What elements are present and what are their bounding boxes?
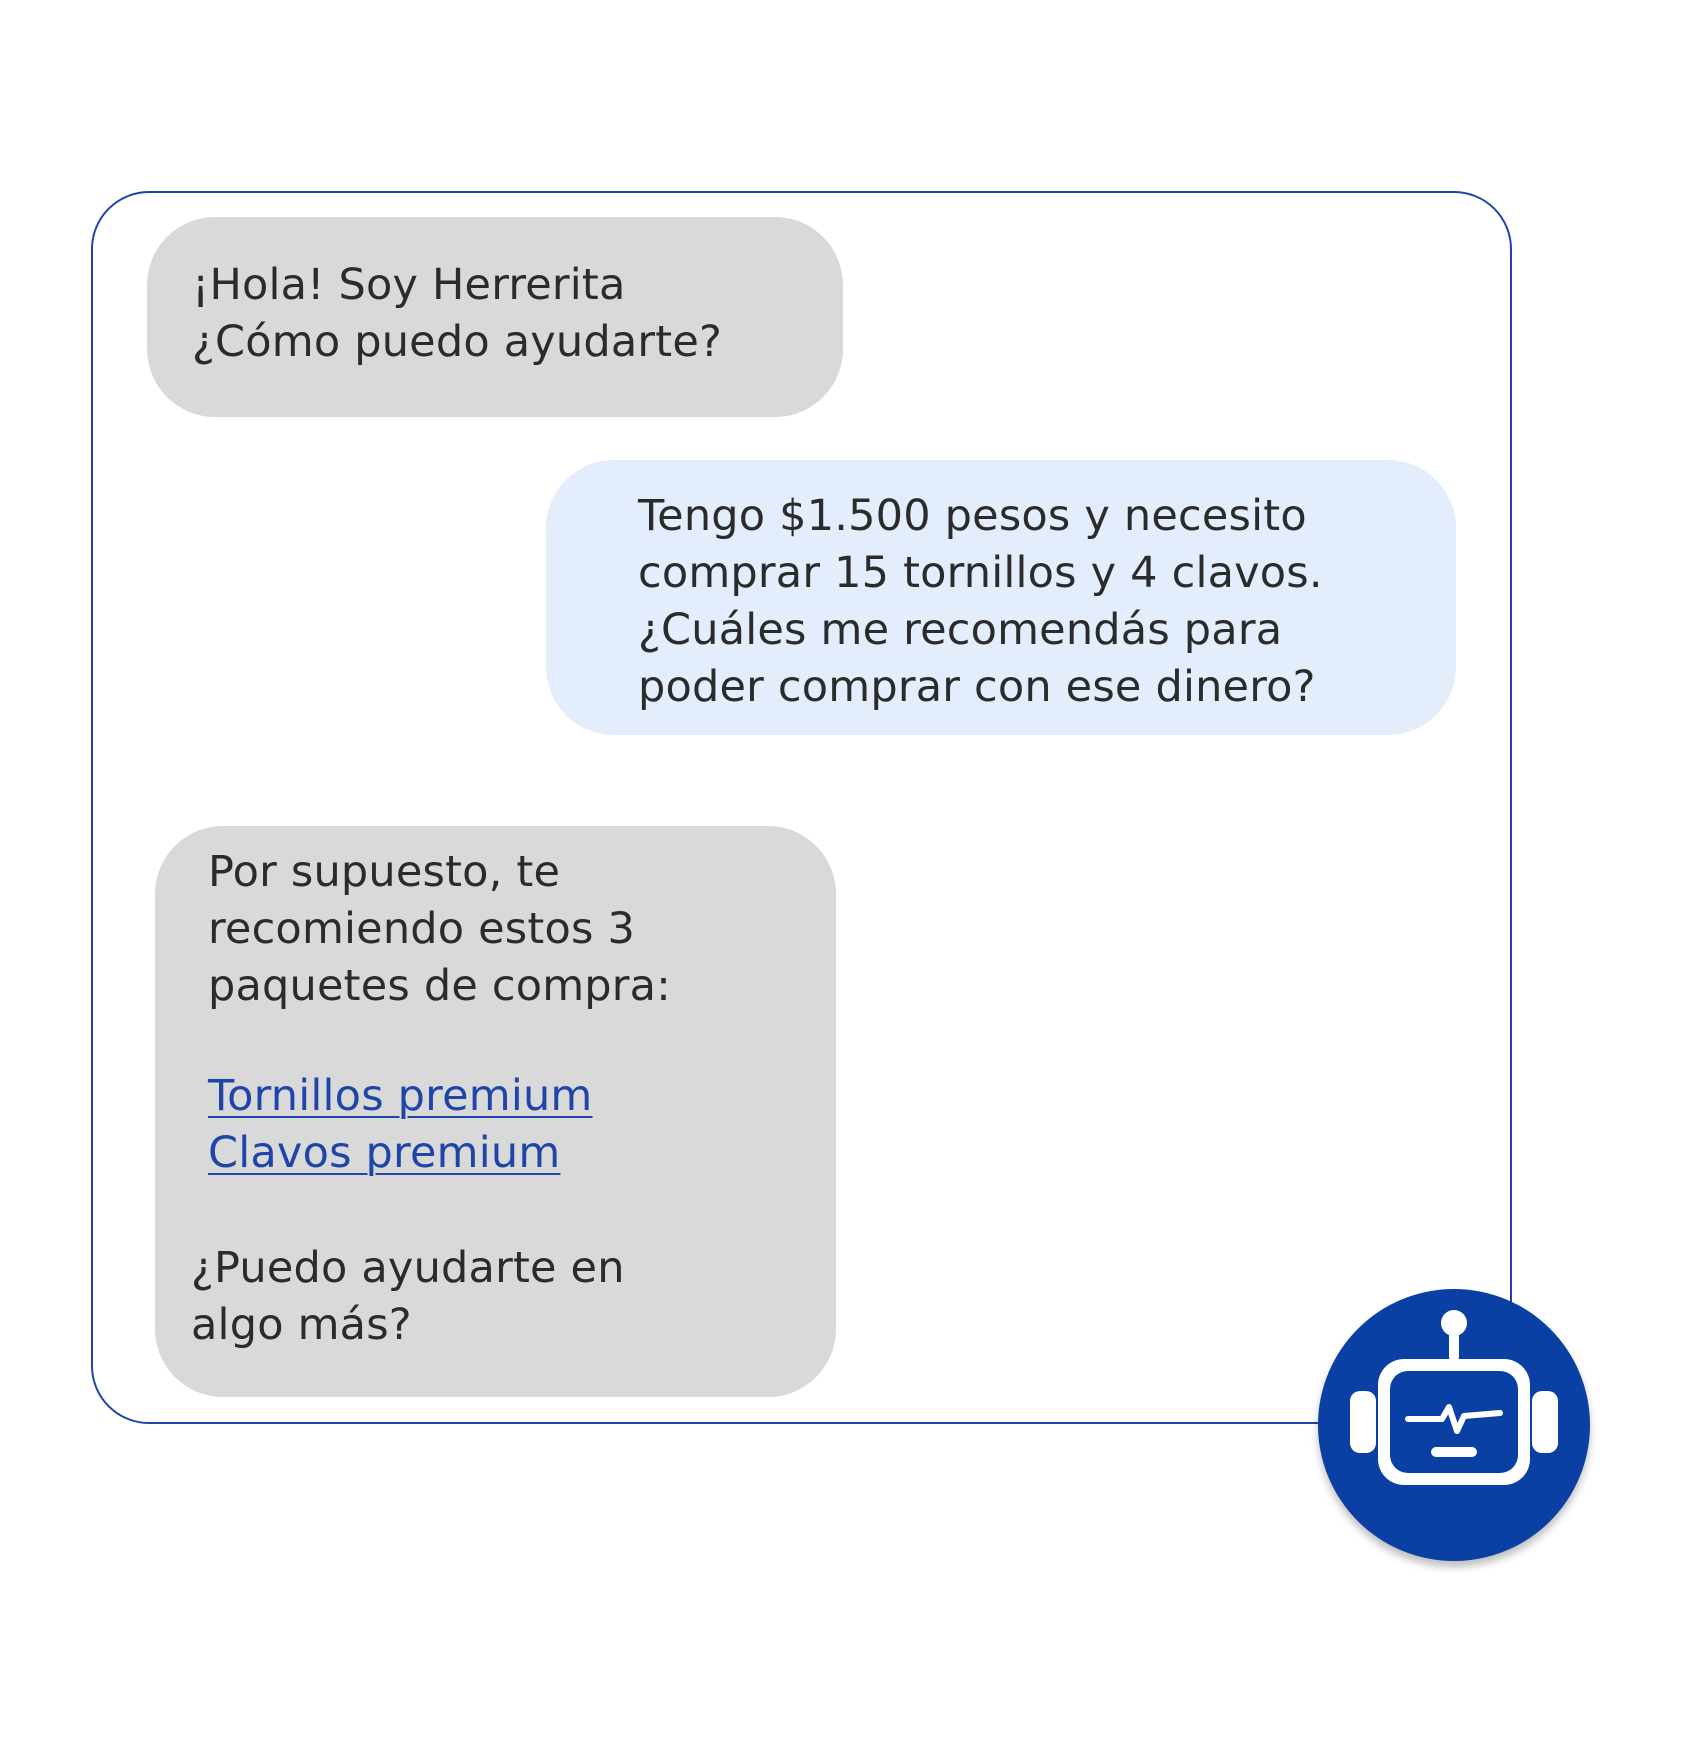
bot-message-recommendation bbox=[155, 826, 836, 1397]
message-line: comprar 15 tornillos y 4 clavos. bbox=[638, 548, 1323, 598]
message-line: recomiendo estos 3 bbox=[208, 904, 636, 954]
message-line: Tengo $1.500 pesos y necesito bbox=[638, 491, 1307, 541]
link-tornillos-premium[interactable]: Tornillos premium bbox=[208, 1071, 593, 1121]
message-line: ¿Cómo puedo ayudarte? bbox=[192, 317, 723, 367]
message-line: ¿Puedo ayudarte en bbox=[191, 1243, 625, 1293]
recommendation-intro bbox=[208, 844, 671, 1015]
recommendation-links bbox=[208, 1068, 593, 1182]
message-line: paquetes de compra: bbox=[208, 961, 671, 1011]
bot-avatar-button[interactable] bbox=[1318, 1289, 1590, 1561]
message-line: ¡Hola! Soy Herrerita bbox=[192, 260, 626, 310]
robot-icon bbox=[1318, 1289, 1590, 1561]
recommendation-outro bbox=[191, 1240, 625, 1354]
bot-message-greeting bbox=[147, 217, 843, 417]
message-line: ¿Cuáles me recomendás para bbox=[638, 605, 1283, 655]
message-line: Por supuesto, te bbox=[208, 847, 561, 897]
message-line: algo más? bbox=[191, 1300, 412, 1350]
user-message bbox=[546, 460, 1456, 735]
message-line: poder comprar con ese dinero? bbox=[638, 662, 1316, 712]
link-clavos-premium[interactable]: Clavos premium bbox=[208, 1128, 561, 1178]
